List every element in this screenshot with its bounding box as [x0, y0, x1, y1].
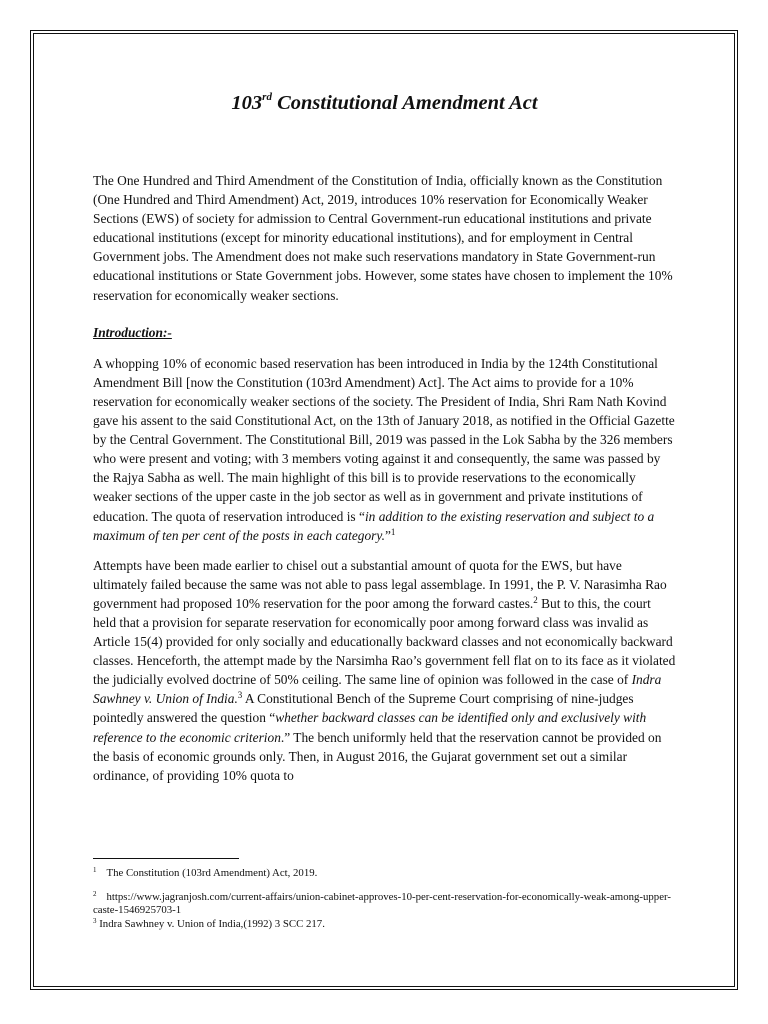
paragraph2-quote-end: ” — [384, 527, 391, 543]
footnote-ref-1[interactable]: 1 — [390, 526, 396, 537]
page-title — [93, 90, 676, 116]
footnote-divider — [93, 858, 239, 859]
footnote-3 — [93, 918, 676, 932]
paragraph-introduction — [93, 354, 676, 545]
footnote-number: 1 — [93, 866, 97, 874]
paragraph3-part4: .” The bench uniformly held that the reservation cannot be provided on the basis of economic grounds only. Then, in August 2016, the Gujarat government set out a similar ordinance, of providing 10% quota to — [93, 729, 662, 783]
footnote-text: The Constitution (103rd Amendment) Act, 2019. — [106, 867, 318, 879]
paragraph3-part3: A Constitutional Bench of the Supreme Court comprising of nine-judges pointedly answered the question “ — [93, 691, 634, 726]
paragraph2-text: A whopping 10% of economic based reservation has been introduced in India by the 124th Constitutional Amendment Bill [now the Constitution (103rd Amendment) Act]. The Act aims to provide for a 10% reservation for economically weaker sections of the society. The President of India, Shri Ram Nath Kovind gave his assent to the said Constitutional Act, on the 13th of January 2018, as notified in the Official Gazette by the Central Government. The Constitutional Bill, 2019 was passed in the Lok Sabha by the 326 members who were present and voting; with 3 members voting against it and consequently, the same was passed by the Rajya Sabha as well. The main highlight of this bill is to provide reservations to the economically weaker sections of the upper caste in the job sector as well as in government and private institutions of education. The quota of reservation introduced is “ — [93, 355, 675, 524]
paragraph3-question: whether backward classes can be identified only and exclusively with reference to the economic criterion — [93, 710, 647, 745]
footnote-1 — [93, 867, 676, 881]
footnote-link[interactable]: https://www.jagranjosh.com/current-affairs/union-cabinet-approves-10-per-cent-reservation-for-economically-weak-among-upper-caste-1546925703-1 — [93, 890, 671, 916]
footnote-ref-3[interactable]: 3 — [237, 690, 243, 701]
title-number: 103 — [231, 92, 263, 114]
footnote-number: 3 — [93, 916, 97, 925]
case-name: Indra Sawhney v. Union of India. — [93, 672, 662, 707]
footnotes — [93, 867, 676, 931]
paragraph-history — [93, 556, 676, 785]
footnote-2 — [93, 891, 676, 918]
footnote-number: 2 — [93, 889, 97, 898]
footnote-ref-2[interactable]: 2 — [533, 594, 538, 605]
section-heading-introduction: Introduction:- — [93, 324, 172, 340]
intro-paragraph: The One Hundred and Third Amendment of the Constitution of India, officially known as the Constitution (One Hundred and Third Amendment) Act, 2019, introduces 10% reservation for Economically Weaker Sections (EWS) of society for admission to Central Government-run educational institutions and private educational institutions (except for minority educational institutions), and for employment in Central Government jobs. The Amendment does not make such reservations mandatory in State Government-run educational institutions or State Government jobs. However, some states have chosen to implement the 10% reservation for economically weaker sections. — [93, 173, 673, 303]
paragraph3-part1: Attempts have been made earlier to chisel out a substantial amount of quota for the EWS, but have ultimately failed because the same was not able to pass legal assemblage. In 1991, the P. V. Narasimha Rao government had proposed 10% reservation for the poor among the forward castes. — [93, 557, 667, 611]
title-text: Constitutional Amendment Act — [271, 92, 538, 114]
footnote-text: Indra Sawhney v. Union of India,(1992) 3 SCC 217. — [99, 917, 325, 930]
paragraph3-part2: But to this, the court held that a provision for separate reservation for economically poor among forward class was invalid as Article 15(4) provided for only socially and educationally backward classes and not economically backward classes. Henceforth, the attempt made by the Narsimha Rao’s government fell flat on to its face as it violated the judicially evolved doctrine of 50% ceiling. The same line of opinion was followed in the case of — [93, 595, 676, 688]
document-body — [93, 88, 676, 785]
title-superscript: rd — [262, 91, 272, 103]
paragraph2-quote: in addition to the existing reservation and subject to a maximum of ten per cent of the posts in each category. — [93, 508, 655, 543]
